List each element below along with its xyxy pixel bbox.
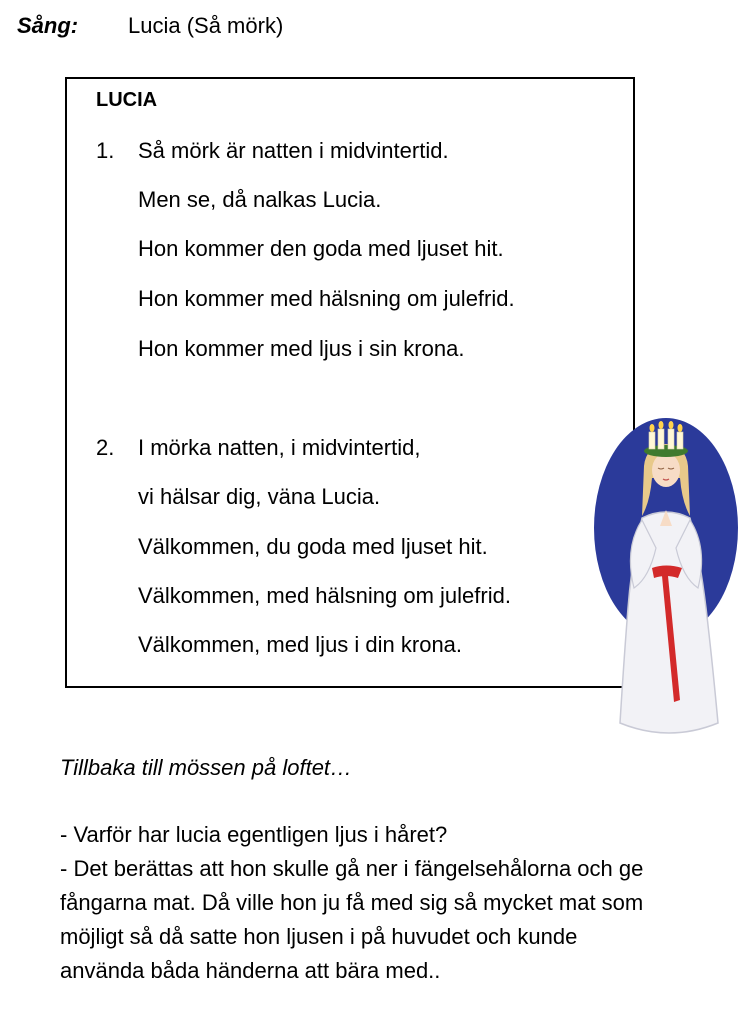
lyrics-heading: LUCIA <box>96 89 158 111</box>
song-title: Lucia (Så mörk) <box>128 13 284 38</box>
story-line: möjligt så då satte hon ljusen i på huvudet och kunde <box>60 924 578 949</box>
verse-line: Välkommen, med ljus i din krona. <box>138 632 463 657</box>
section-title: Tillbaka till mössen på loftet… <box>60 755 353 780</box>
verse-line: I mörka natten, i midvintertid, <box>138 435 421 460</box>
verse-line: Välkommen, du goda med ljuset hit. <box>138 534 488 559</box>
verse-line: Hon kommer den goda med ljuset hit. <box>138 236 504 261</box>
lucia-illustration-icon <box>594 418 744 748</box>
verse-number: 1. <box>96 138 115 163</box>
verse-line: Men se, då nalkas Lucia. <box>138 187 382 212</box>
verse-line: Hon kommer med hälsning om julefrid. <box>138 286 515 311</box>
song-label: Sång: <box>17 13 79 38</box>
verse-number: 2. <box>96 435 115 460</box>
story-line: använda båda händerna att bära med.. <box>60 958 441 983</box>
lyrics-box <box>65 77 635 688</box>
story-line: fångarna mat. Då ville hon ju få med sig så mycket mat som <box>60 890 644 915</box>
verse-line: Välkommen, med hälsning om julefrid. <box>138 583 511 608</box>
verse-line: vi hälsar dig, väna Lucia. <box>138 484 381 509</box>
verse-line: Hon kommer med ljus i sin krona. <box>138 336 465 361</box>
verse-line: Så mörk är natten i midvintertid. <box>138 138 449 163</box>
story-text <box>60 818 740 988</box>
story-line: - Varför har lucia egentligen ljus i håret? <box>60 822 448 847</box>
story-line: - Det berättas att hon skulle gå ner i fängelsehålorna och ge <box>60 856 644 881</box>
face <box>652 453 680 487</box>
